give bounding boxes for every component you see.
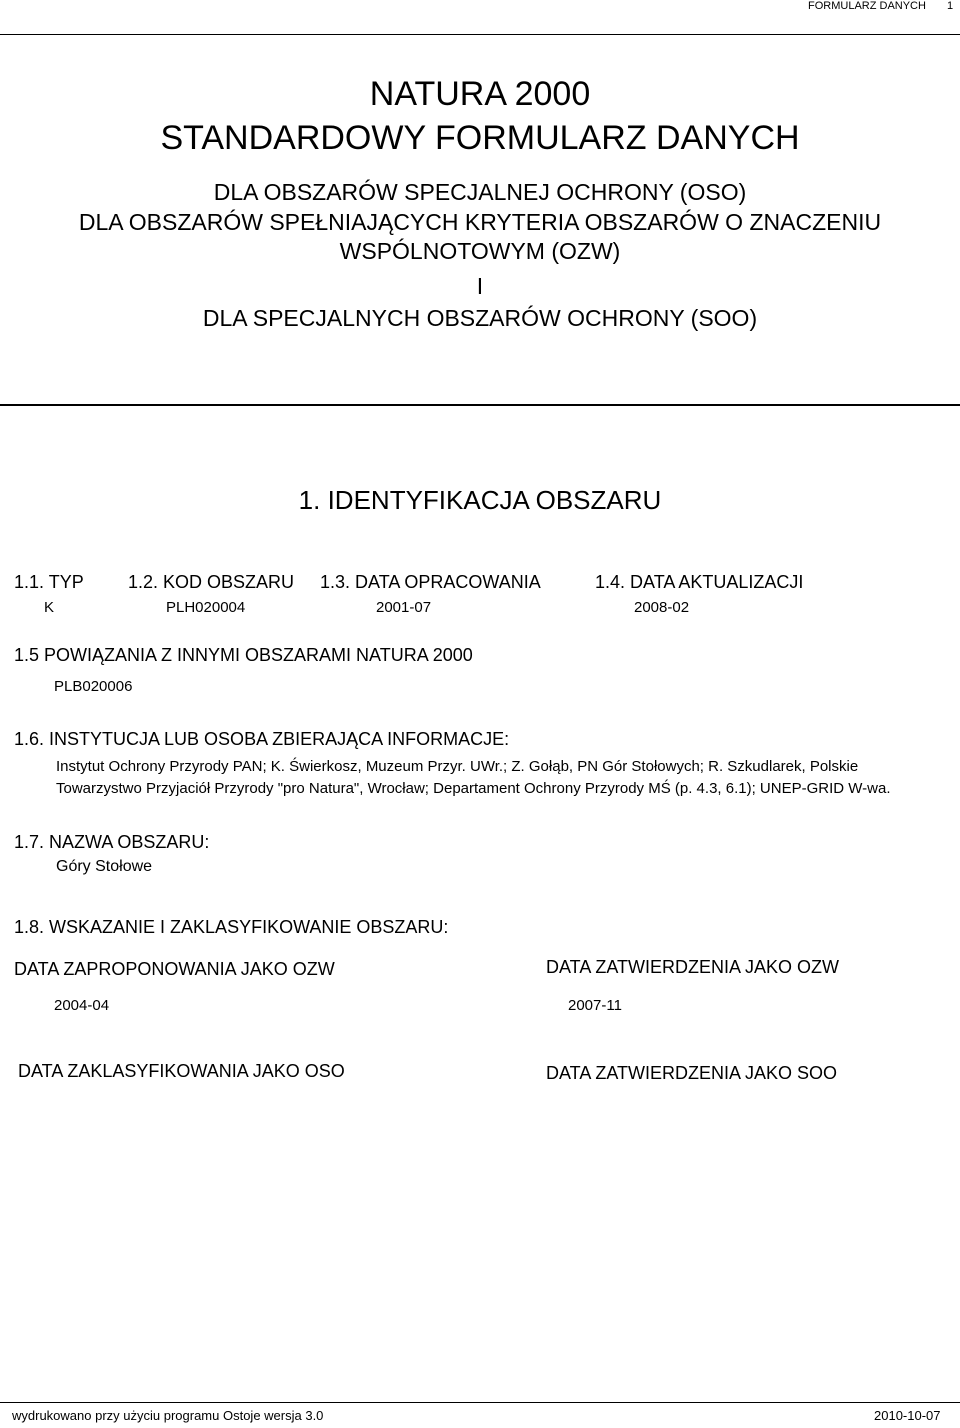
data-aktualizacji-value: 2008-02 bbox=[634, 599, 690, 616]
typ-value: K bbox=[44, 599, 55, 616]
data-zatwierdzenia-soo-label: DATA ZATWIERDZENIA JAKO SOO bbox=[546, 1063, 838, 1083]
data-zaproponowania-label: DATA ZAPROPONOWANIA JAKO OZW bbox=[14, 959, 335, 979]
wskazanie-label: 1.8. WSKAZANIE I ZAKLASYFIKOWANIE OBSZARU: bbox=[14, 917, 449, 937]
data-aktualizacji-label: 1.4. DATA AKTUALIZACJI bbox=[595, 572, 804, 592]
header-divider bbox=[0, 34, 960, 35]
data-opracowania-label: 1.3. DATA OPRACOWANIA bbox=[320, 572, 541, 592]
powiazania-label: 1.5 POWIĄZANIA Z INNYMI OBSZARAMI NATURA 2000 bbox=[14, 645, 473, 665]
kod-obszaru-label: 1.2. KOD OBSZARU bbox=[128, 572, 295, 592]
footer-program-note: wydrukowano przy użyciu programu Ostoje wersja 3.0 bbox=[12, 1408, 324, 1423]
data-zaklasyfikowania-label: DATA ZAKLASYFIKOWANIA JAKO OSO bbox=[18, 1061, 345, 1081]
data-zatwierdzenia-ozw-label: DATA ZATWIERDZENIA JAKO OZW bbox=[546, 957, 840, 977]
kod-obszaru-value: PLH020004 bbox=[166, 599, 246, 616]
document-title-line-2: STANDARDOWY FORMULARZ DANYCH bbox=[160, 119, 800, 157]
section-heading: 1. IDENTYFIKACJA OBSZARU bbox=[298, 485, 662, 515]
running-header-title: FORMULARZ DANYCH bbox=[808, 0, 926, 12]
data-opracowania-value: 2001-07 bbox=[376, 599, 432, 616]
document-title-line-1: NATURA 2000 bbox=[369, 75, 591, 113]
instytucja-value: Instytut Ochrony Przyrody PAN; K. Świerkosz, Muzeum Przyr. UWr.; Z. Gołąb, PN Gór Stołowych; R. Szkudlarek, Polskie Towarzystwo Przyjaciół Przyrody "pro Natura", Wrocław; Departament Ochrony Przyrody MŚ (p. 4.3, 6.1); UNEP-GRID W-wa. bbox=[56, 758, 891, 797]
instytucja-label: 1.6. INSTYTUCJA LUB OSOBA ZBIERAJĄCA INFORMACJE: bbox=[14, 729, 510, 749]
title-divider bbox=[0, 404, 960, 406]
data-zatwierdzenia-ozw-value: 2007-11 bbox=[568, 997, 622, 1014]
document-subtitle-line-3: WSPÓLNOTOWYM (OZW) bbox=[339, 238, 621, 264]
document-subtitle-line-4: I bbox=[476, 273, 484, 299]
footer-print-date: 2010-10-07 bbox=[874, 1408, 941, 1423]
footer-divider bbox=[0, 1402, 960, 1403]
document-subtitle-line-1: DLA OBSZARÓW SPECJALNEJ OCHRONY (OSO) bbox=[213, 179, 747, 205]
page-number: 1 bbox=[947, 0, 954, 12]
data-zaproponowania-value: 2004-04 bbox=[54, 997, 110, 1014]
powiazania-value: PLB020006 bbox=[54, 678, 133, 695]
document-subtitle-line-2: DLA OBSZARÓW SPEŁNIAJĄCYCH KRYTERIA OBSZARÓW O ZNACZENIU bbox=[78, 209, 882, 235]
typ-label: 1.1. TYP bbox=[14, 572, 84, 592]
document-subtitle-line-5: DLA SPECJALNYCH OBSZARÓW OCHRONY (SOO) bbox=[202, 305, 758, 331]
nazwa-obszaru-label: 1.7. NAZWA OBSZARU: bbox=[14, 832, 210, 852]
nazwa-obszaru-value: Góry Stołowe bbox=[56, 858, 153, 875]
